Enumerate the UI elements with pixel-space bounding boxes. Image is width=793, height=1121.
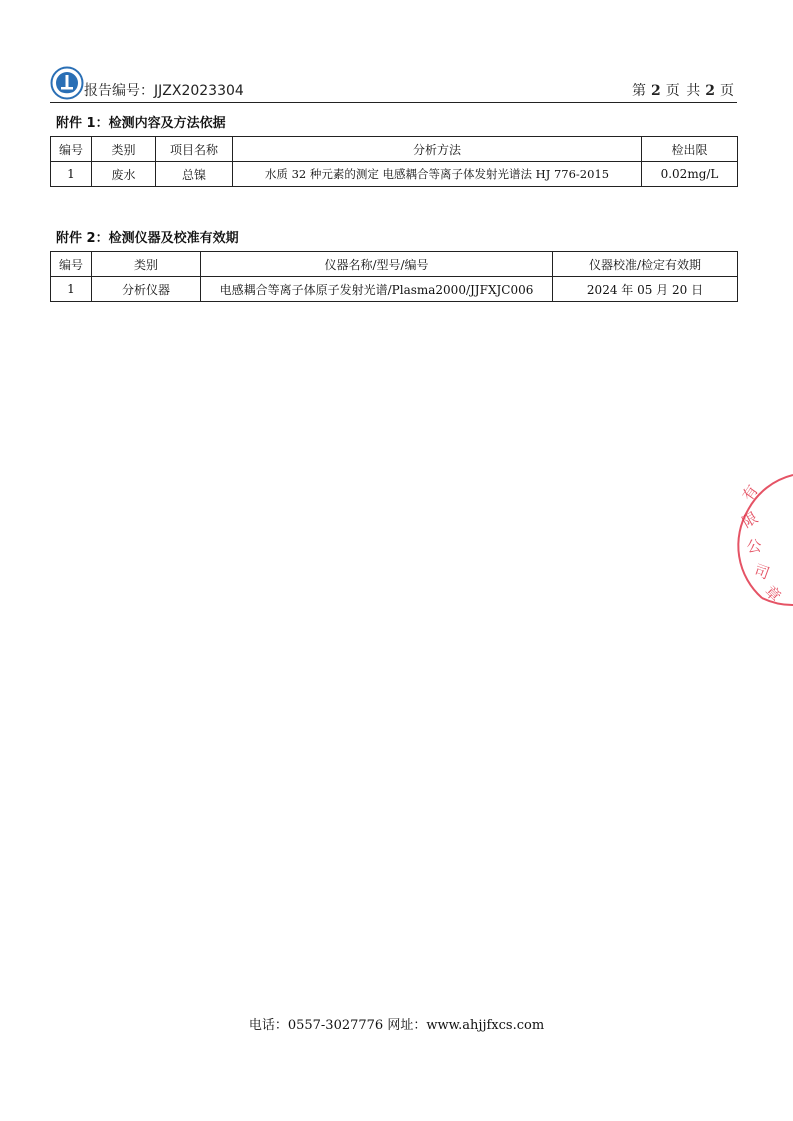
- table-cell: 总镍: [156, 162, 233, 187]
- appendix1-title: 附件 1：检测内容及方法依据: [56, 116, 226, 131]
- company-seal-stamp: [700, 470, 793, 610]
- header-cell: 仪器名称/型号/编号: [201, 252, 553, 277]
- report-number: [84, 80, 244, 100]
- svg-text:章: 章: [761, 582, 785, 606]
- header-cell: 类别: [92, 252, 201, 277]
- table-cell: 分析仪器: [92, 277, 201, 302]
- page-count: [632, 80, 735, 100]
- footer-contact: 电话：0557-3027776 网址：www.ahjjfxcs.com: [248, 1018, 545, 1033]
- table-cell: 水质 32 种元素的测定 电感耦合等离子体发射光谱法 HJ 776-2015: [233, 162, 642, 187]
- table-cell: 废水: [92, 162, 156, 187]
- table-cell: 1: [51, 162, 92, 187]
- table-cell: 2024 年 05 月 20 日: [553, 277, 738, 302]
- table-row: [51, 162, 738, 187]
- appendix2-title: 附件 2：检测仪器及校准有效期: [56, 231, 239, 246]
- table-header-row: [51, 137, 738, 162]
- page-prefix: 第: [632, 83, 648, 99]
- header-cell: 项目名称: [156, 137, 233, 162]
- appendix2-table: [50, 251, 738, 302]
- header-cell: 编号: [51, 137, 92, 162]
- svg-text:司: 司: [751, 560, 772, 583]
- appendix1-table: [50, 136, 738, 187]
- page-suffix: 页: [720, 83, 735, 99]
- table-cell: 电感耦合等离子体原子发射光谱/Plasma2000/JJFXJC006: [201, 277, 553, 302]
- page-total: 2: [705, 83, 716, 99]
- header-cell: 检出限: [642, 137, 738, 162]
- company-logo-icon: [50, 66, 84, 100]
- header-cell: 仪器校准/检定有效期: [553, 252, 738, 277]
- header-cell: 类别: [92, 137, 156, 162]
- table-cell: 1: [51, 277, 92, 302]
- report-number-label: 报告编号：: [84, 83, 154, 99]
- table-row: [51, 277, 738, 302]
- table-cell: 0.02mg/L: [642, 162, 738, 187]
- page-mid: 页 共: [665, 83, 702, 99]
- header-cell: 分析方法: [233, 137, 642, 162]
- header-cell: 编号: [51, 252, 92, 277]
- svg-text:公: 公: [745, 536, 763, 556]
- report-number-value: JJZX2023304: [154, 83, 244, 99]
- table-header-row: [51, 252, 738, 277]
- header-divider: [50, 102, 737, 103]
- svg-text:限: 限: [739, 508, 762, 532]
- svg-text:有: 有: [738, 481, 762, 505]
- page-current: 2: [651, 83, 662, 99]
